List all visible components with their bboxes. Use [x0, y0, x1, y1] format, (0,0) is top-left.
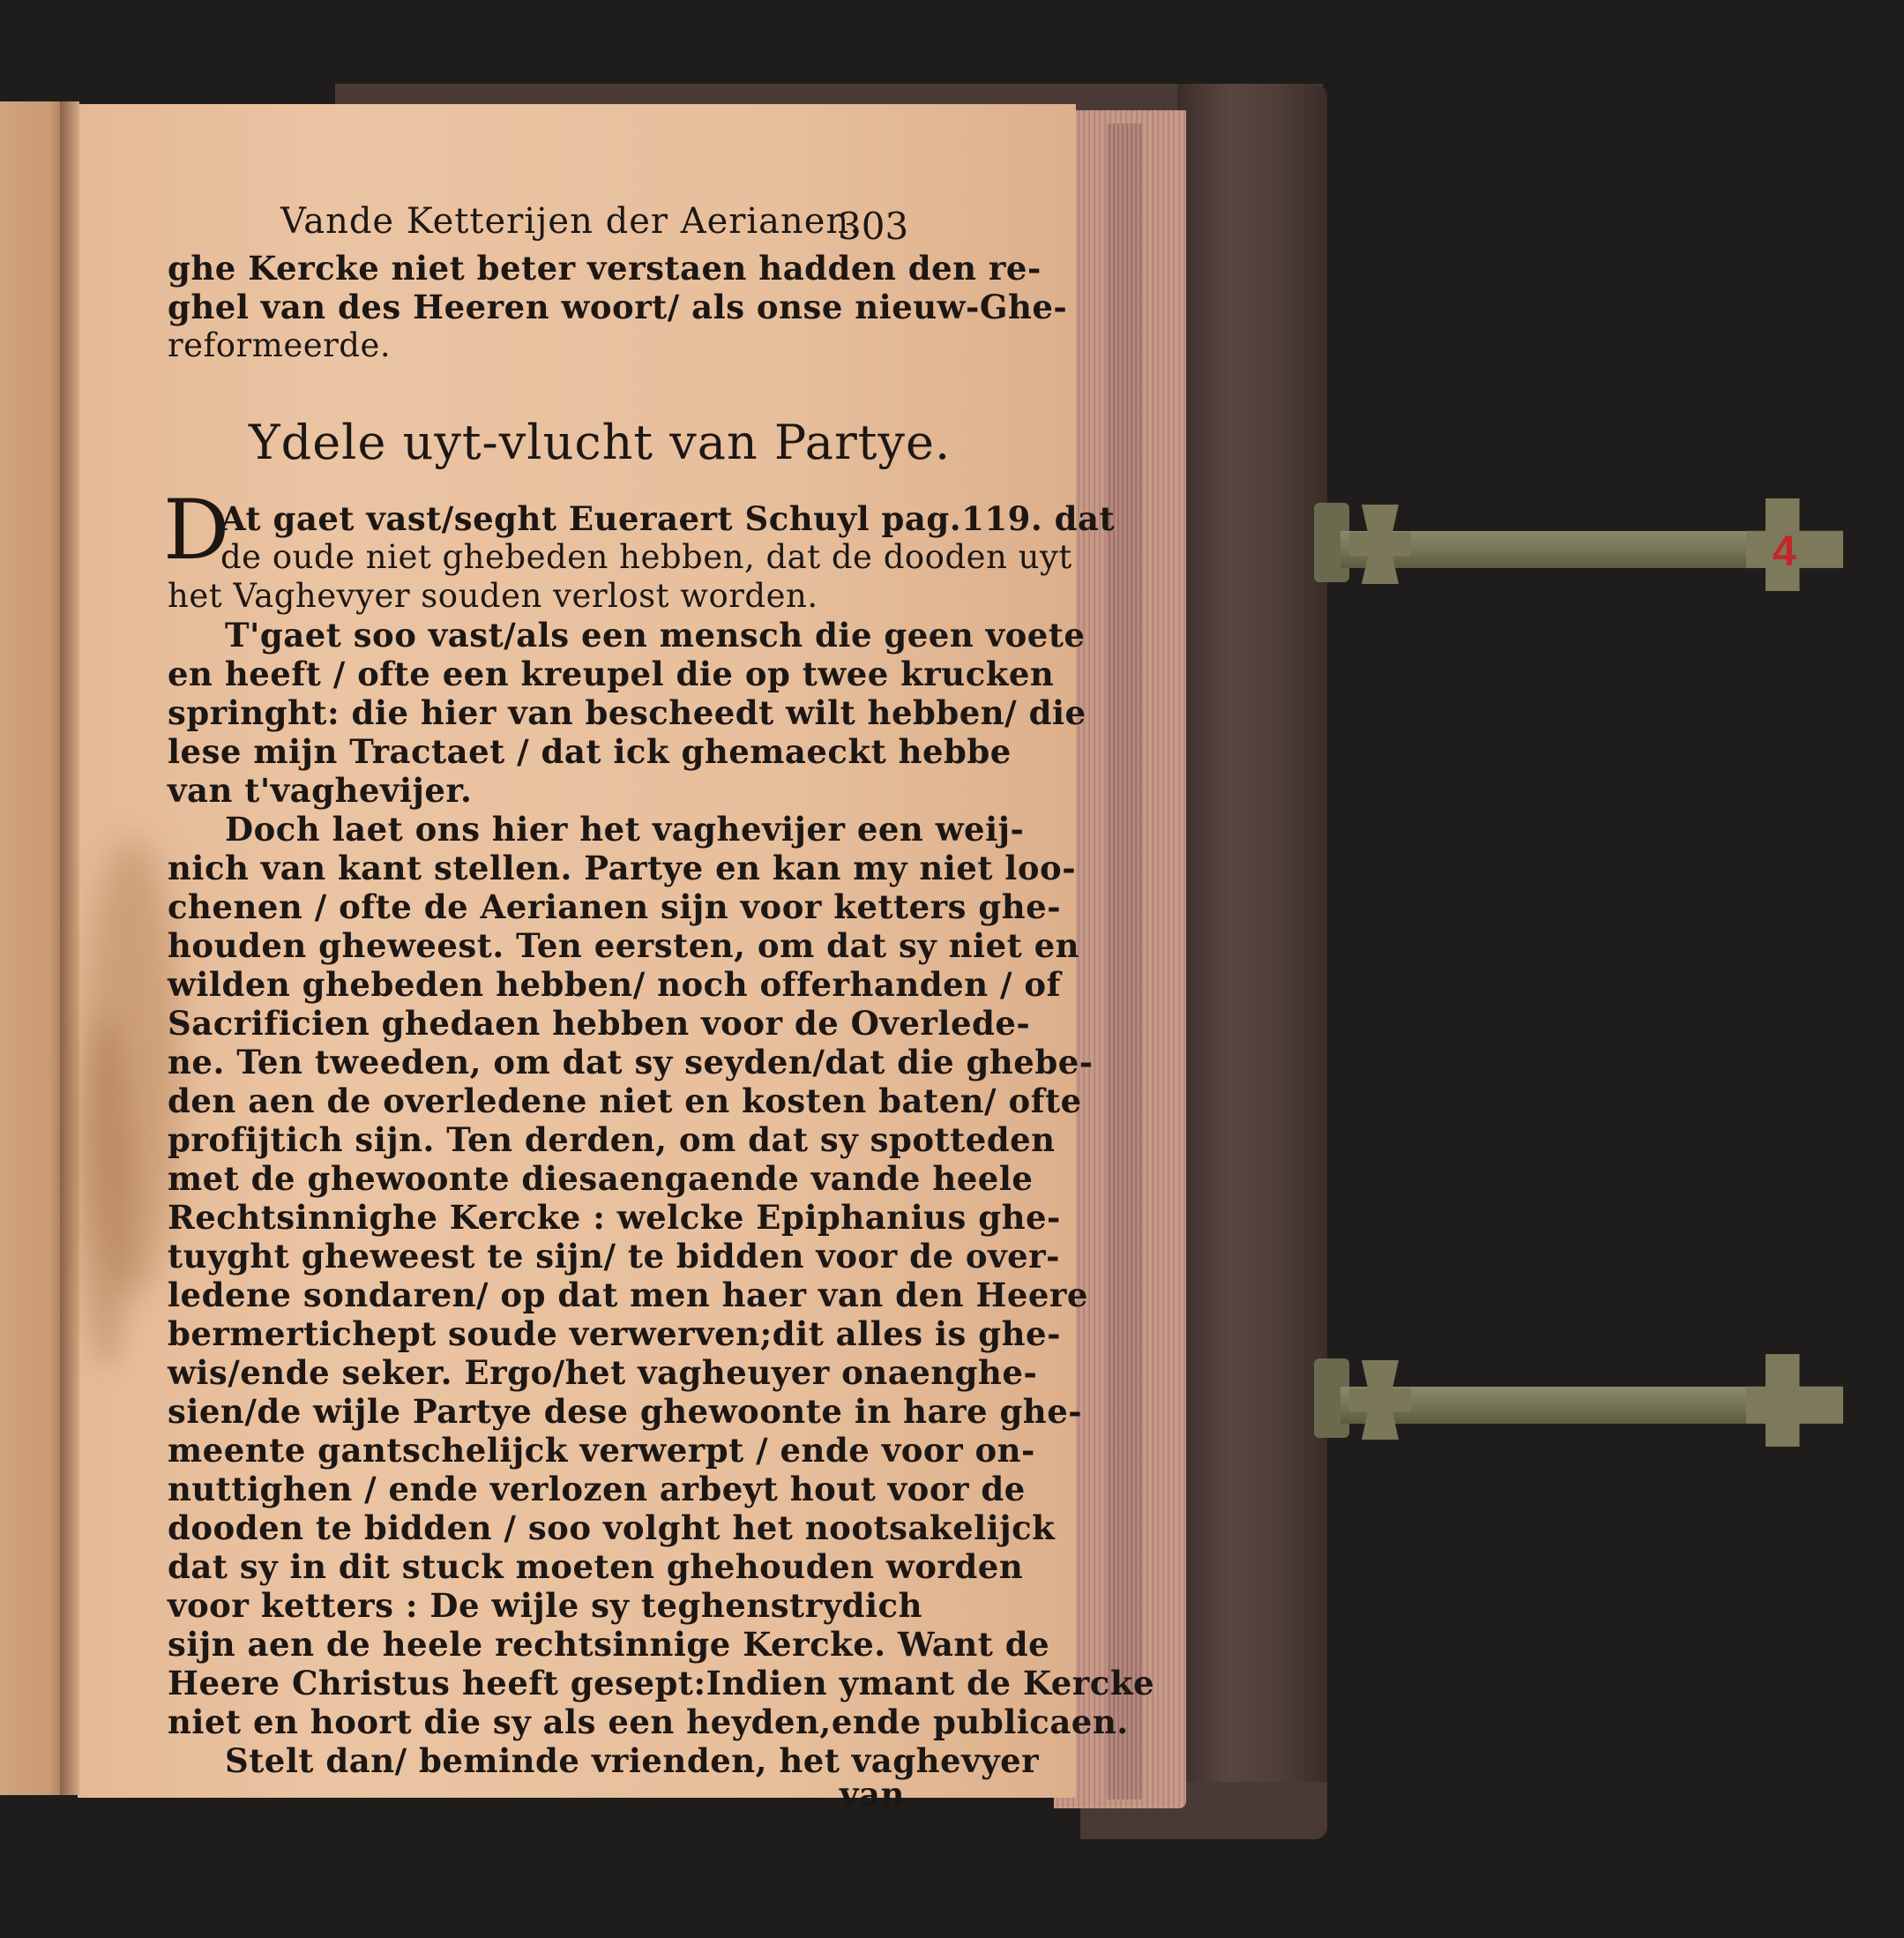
clasp-knob	[1349, 505, 1411, 584]
text-line: Doch laet ons hier het vaghevijer een weij-	[225, 810, 1025, 849]
page-edges-red	[1107, 123, 1142, 1800]
text-line: reformeerde.	[168, 326, 392, 364]
text-line: voor ketters : De wijle sy teghenstrydich	[168, 1586, 922, 1625]
text-line: tuyght gheweest te sijn/ te bidden voor de over-	[168, 1237, 1060, 1276]
text-line: sien/de wijle Partye dese ghewoonte in hare ghe-	[168, 1392, 1083, 1431]
running-title: Vande Ketterijen der Aerianen.	[280, 201, 862, 242]
text-line: nuttighen / ende verlozen arbeyt hout voor de	[168, 1470, 1026, 1508]
drop-cap: D	[163, 483, 230, 579]
text-line: bermertichept soude verwerven;dit alles is ghe-	[168, 1314, 1061, 1353]
text-line: Rechtsinnighe Kercke : welcke Epiphanius ghe-	[168, 1198, 1061, 1237]
section-heading: Ydele uyt-vlucht van Partye.	[249, 415, 952, 470]
text-line: niet en hoort die sy als een heyden,ende publicaen.	[168, 1702, 1129, 1741]
text-line: de oude niet ghebeden hebben, dat de dooden uyt	[220, 538, 1072, 576]
text-line: dat sy in dit stuck moeten ghehouden worden	[168, 1547, 1024, 1586]
text-line: met de ghewoonte diesaengaende vande heele	[168, 1159, 1034, 1198]
clasp-end	[1746, 1354, 1843, 1447]
book-gutter	[60, 101, 79, 1795]
catchword: van	[840, 1775, 905, 1814]
text-line: meente gantschelijck verwerpt / ende voor on-	[168, 1431, 1035, 1470]
text-line: dooden te bidden / soo volght het nootsakelijck	[168, 1508, 1056, 1547]
text-line: houden gheweest. Ten eersten, om dat sy niet en	[168, 926, 1080, 965]
text-line: ghe Kercke niet beter verstaen hadden den re-	[168, 249, 1042, 288]
page-number: 303	[838, 205, 909, 248]
text-line: profijtich sijn. Ten derden, om dat sy spotteden	[168, 1120, 1056, 1159]
book-cover-fore-edge	[1177, 84, 1327, 1839]
text-line: T'gaet soo vast/als een mensch die geen voete	[225, 616, 1086, 655]
text-line: ne. Ten tweeden, om dat sy seyden/dat die ghebe-	[168, 1043, 1094, 1081]
text-line: chenen / ofte de Aerianen sijn voor ketters ghe-	[168, 887, 1062, 926]
text-line: Heere Christus heeft gesept:Indien ymant de Kercke	[168, 1664, 1154, 1702]
clasp-knob	[1349, 1360, 1411, 1440]
text-line: en heeft / ofte een kreupel die op twee krucken	[168, 655, 1055, 693]
text-line: het Vaghevyer souden verlost worden.	[168, 577, 818, 615]
text-line: sijn aen de heele rechtsinnige Kercke. Want de	[168, 1625, 1050, 1664]
clasp-number-label: 4	[1773, 528, 1796, 575]
water-stain	[79, 1014, 132, 1367]
text-line: springht: die hier van bescheedt wilt hebben/ die	[168, 693, 1086, 732]
text-line: lese mijn Tractaet / dat ick ghemaeckt hebbe	[168, 732, 1012, 771]
text-line: van t'vaghevijer.	[168, 771, 473, 810]
text-line: wilden ghebeden hebben/ noch offerhanden / of	[168, 965, 1061, 1004]
text-line: nich van kant stellen. Partye en kan my niet loo-	[168, 849, 1077, 887]
clasp-top	[1314, 494, 1843, 591]
clasp-bottom	[1314, 1350, 1843, 1447]
text-line: den aen de overledene niet en kosten baten/ ofte	[168, 1081, 1082, 1120]
text-line: Sacrificien ghedaen hebben voor de Overlede-	[168, 1004, 1031, 1043]
text-line: ledene sondaren/ op dat men haer van den Heere	[168, 1276, 1088, 1314]
text-line: At gaet vast/seght Eueraert Schuyl pag.119. dat	[220, 499, 1116, 538]
text-line: ghel van des Heeren woort/ als onse nieuw-Ghe-	[168, 288, 1068, 326]
text-line: wis/ende seker. Ergo/het vagheuyer onaenghe-	[168, 1353, 1038, 1392]
text-line: Stelt dan/ beminde vrienden, het vaghevyer	[225, 1741, 1040, 1780]
